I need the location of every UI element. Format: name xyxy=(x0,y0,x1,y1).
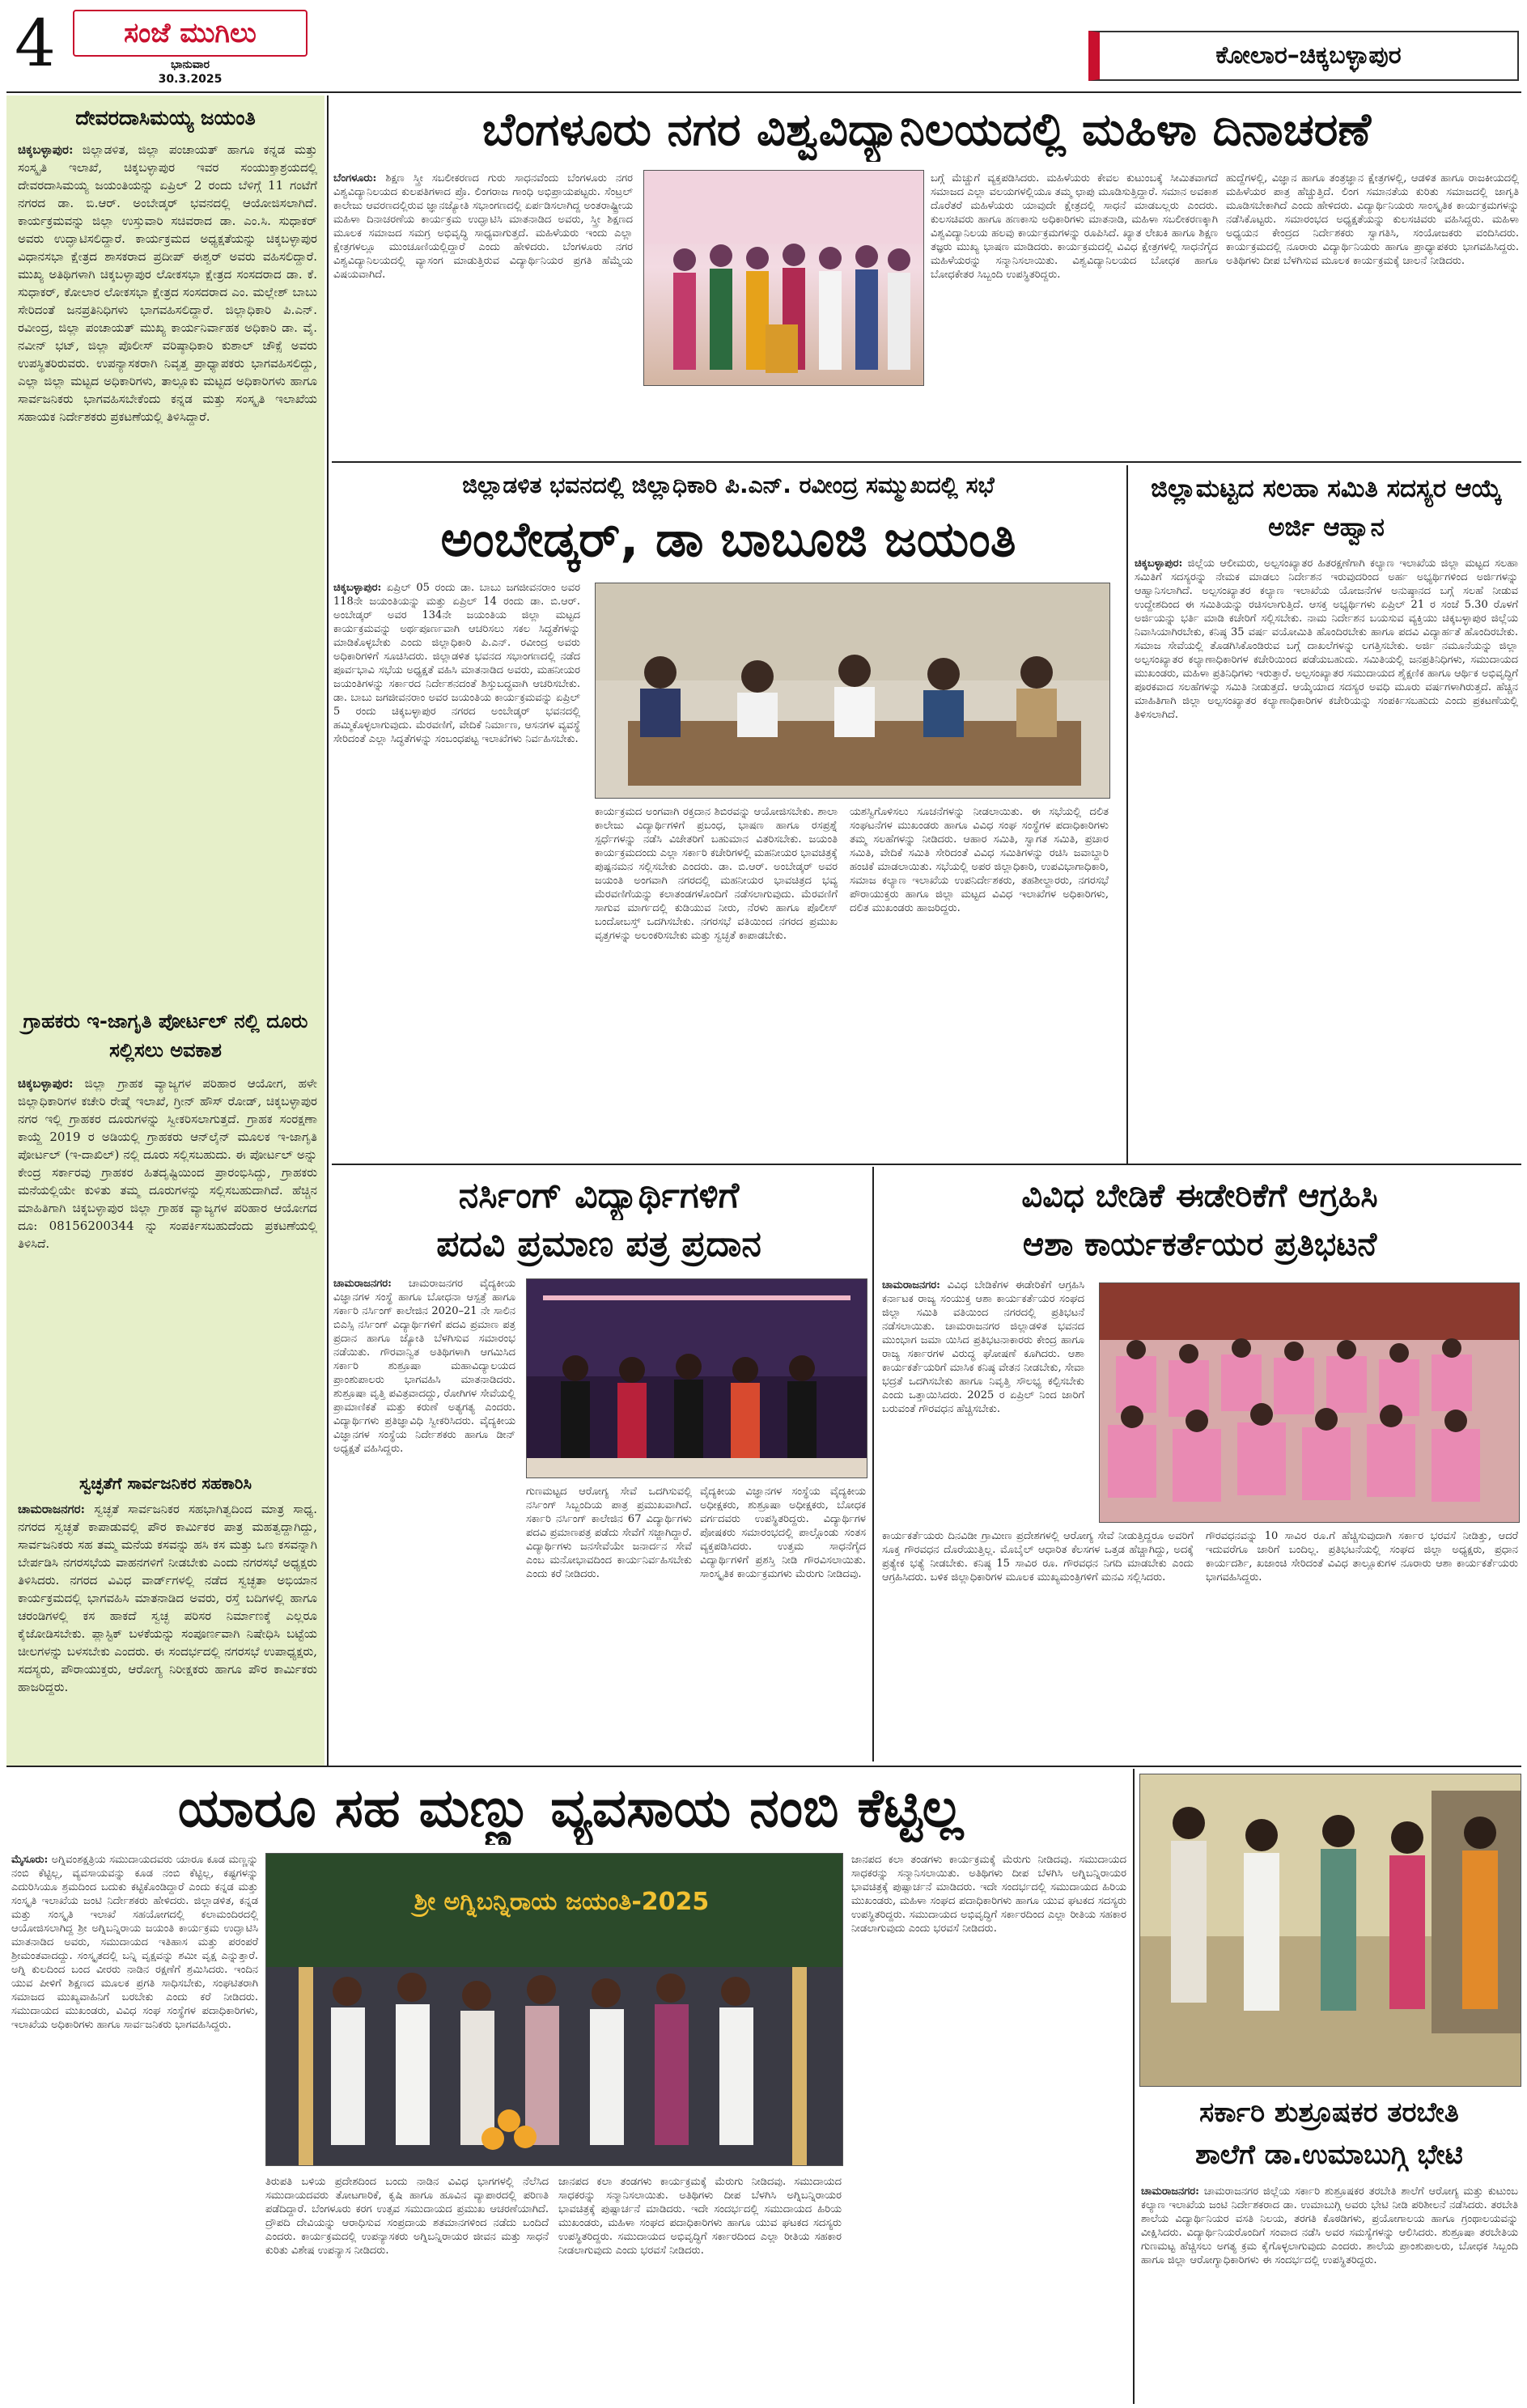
a6-col3: ಜಾನಪದ ಕಲಾ ತಂಡಗಳು ಕಾರ್ಯಕ್ರಮಕ್ಕೆ ಮೆರುಗು ನೀಡಿದವು. ಸಮುದಾಯದ ಸಾಧಕರನ್ನು ಸನ್ಮಾನಿಸಲಾಯಿತು. ಅತಿಥಿಗಳು ದೀಪ ಬೆಳಗಿಸಿ ಅಗ್ನಿಬನ್ನಿರಾಯರ ಭಾವಚಿತ್ರಕ್ಕೆ ಪುಷ್ಪಾರ್ಚನೆ ಮಾಡಿದರು. ಇದೇ ಸಂದರ್ಭದಲ್ಲಿ ಸಮುದಾಯದ ಹಿರಿಯ ಮುಖಂಡರು, ಮಹಿಳಾ ಸಂಘದ ಪದಾಧಿಕಾರಿಗಳು ಹಾಗೂ ಯುವ ಘಟಕದ ಸದಸ್ಯರು ಉಪಸ್ಥಿತರಿದ್ದರು. ಸಮುದಾಯದ ಅಭಿವೃದ್ಧಿಗೆ ಸರ್ಕಾರದಿಂದ ಎಲ್ಲಾ ರೀತಿಯ ಸಹಕಾರ ನೀಡಲಾಗುವುದು ಎಂದು ಭರವಸೆ ನೀಡಿದರು. xyxy=(558,2176,842,2257)
a4-photo-scene xyxy=(527,1279,867,1477)
a6-col2: ತಿರುಪತಿ ಬಳಿಯ ಪ್ರದೇಶದಿಂದ ಬಂದು ನಾಡಿನ ವಿವಿಧ ಭಾಗಗಳಲ್ಲಿ ನೆಲೆಸಿದ ಸಮುದಾಯದವರು ತೋಟಗಾರಿಕೆ, ಕೃಷಿ ಹಾಗೂ ಹೂವಿನ ವ್ಯಾಪಾರದಲ್ಲಿ ಪರಿಣತಿ ಪಡೆದಿದ್ದಾರೆ. ಬೆಂಗಳೂರು ಕರಗ ಉತ್ಸವ ಸಮುದಾಯದ ಪ್ರಮುಖ ಆಚರಣೆಯಾಗಿದೆ. ದ್ರೌಪದಿ ದೇವಿಯನ್ನು ಆರಾಧಿಸುವ ಸಂಪ್ರದಾಯ ಶತಮಾನಗಳಿಂದ ನಡೆದು ಬಂದಿದೆ ಎಂದರು. ಕಾರ್ಯಕ್ರಮದಲ್ಲಿ ಉಪನ್ಯಾಸಕರು ಅಗ್ನಿಬನ್ನಿರಾಯರ ಜೀವನ ಮತ್ತು ಸಾಧನೆ ಕುರಿತು ವಿಶೇಷ ಉಪನ್ಯಾಸ ನೀಡಿದರು. xyxy=(265,2176,549,2257)
paper-logo xyxy=(73,10,308,57)
a6-photo xyxy=(265,1853,843,2166)
a6-col1 xyxy=(11,1853,258,2399)
sidebar-story-3 xyxy=(18,1500,317,1759)
a1-headline: ಬೆಂಗಳೂರು ನಗರ ವಿಶ್ವವಿದ್ಯಾನಿಲಯದಲ್ಲಿ ಮಹಿಳಾ ದಿನಾಚರಣೆ xyxy=(481,104,1372,156)
a1-photo-scene xyxy=(644,171,923,385)
a4-dateline: ಚಾಮರಾಜನಗರ: xyxy=(333,1278,392,1290)
a6-headline: ಯಾರೂ ಸಹ ಮಣ್ಣು ವ್ಯವಸಾಯ ನಂಬಿ ಕೆಟ್ಟಿಲ್ಲ xyxy=(177,1777,964,1839)
a1-col2: ಬಗ್ಗೆ ಮೆಚ್ಚುಗೆ ವ್ಯಕ್ತಪಡಿಸಿದರು. ಮಹಿಳೆಯರು ಕೇವಲ ಕುಟುಂಬಕ್ಕೆ ಸೀಮಿತವಾಗದೆ ಸಮಾಜದ ಎಲ್ಲಾ ವಲಯಗಳಲ್ಲಿಯೂ ತಮ್ಮ ಛಾಪು ಮೂಡಿಸುತ್ತಿದ್ದಾರೆ. ಸಮಾನ ಅವಕಾಶ ದೊರೆತರೆ ಮಹಿಳೆಯರು ಯಾವುದೇ ಕ್ಷೇತ್ರದಲ್ಲಿ ಸಾಧನೆ ಮಾಡಬಲ್ಲರು ಎಂದರು. ಕುಲಸಚಿವರು ಹಾಗೂ ಹಣಕಾಸು ಅಧಿಕಾರಿಗಳು ಮಾತನಾಡಿ, ಮಹಿಳಾ ಸಬಲೀಕರಣಕ್ಕಾಗಿ ವಿಶ್ವವಿದ್ಯಾನಿಲಯ ಹಲವು ಕಾರ್ಯಕ್ರಮಗಳನ್ನು ರೂಪಿಸಿದೆ. ಖ್ಯಾತ ಲೇಖಕಿ ಹಾಗೂ ಶಿಕ್ಷಣ ತಜ್ಞರು ಮುಖ್ಯ ಭಾಷಣ ಮಾಡಿದರು. ಕಾರ್ಯಕ್ರಮದಲ್ಲಿ ವಿವಿಧ ಕ್ಷೇತ್ರಗಳಲ್ಲಿ ಸಾಧನೆಗೈದ ಮಹಿಳೆಯರನ್ನು ಸನ್ಮಾನಿಸಲಾಯಿತು. ವಿಶ್ವವಿದ್ಯಾನಿಲಯದ ಬೋಧಕ ಹಾಗೂ ಬೋಧಕೇತರ ಸಿಬ್ಬಂದಿ ಉಪಸ್ಥಿತರಿದ್ದರು. xyxy=(931,172,1218,281)
a4-headline-line1: ನರ್ಸಿಂಗ್ ವಿದ್ಯಾರ್ಥಿಗಳಿಗೆ xyxy=(458,1175,740,1216)
sidebar-dateline-1: ಚಿಕ್ಕಬಳ್ಳಾಪುರ: xyxy=(18,142,74,157)
a5-photo xyxy=(1099,1282,1520,1523)
a1-col3: ಹುದ್ದೆಗಳಲ್ಲಿ, ವಿಜ್ಞಾನ ಹಾಗೂ ತಂತ್ರಜ್ಞಾನ ಕ್ಷೇತ್ರಗಳಲ್ಲಿ, ಆಡಳಿತ ಹಾಗೂ ರಾಜಕೀಯದಲ್ಲಿ ಮಹಿಳೆಯರ ಪಾತ್ರ ಹೆಚ್ಚುತ್ತಿದೆ. ಲಿಂಗ ಸಮಾನತೆಯ ಕುರಿತು ಸಮಾಜದಲ್ಲಿ ಜಾಗೃತಿ ಮೂಡಿಸಬೇಕಾಗಿದೆ ಎಂದು ಹೇಳಿದರು. ವಿದ್ಯಾರ್ಥಿನಿಯರು ಸಾಂಸ್ಕೃತಿಕ ಕಾರ್ಯಕ್ರಮಗಳನ್ನು ನಡೆಸಿಕೊಟ್ಟರು. ಸಮಾರಂಭದ ಅಧ್ಯಕ್ಷತೆಯನ್ನು ಕುಲಸಚಿವರು ವಹಿಸಿದ್ದರು. ಮಹಿಳಾ ಅಧ್ಯಯನ ಕೇಂದ್ರದ ನಿರ್ದೇಶಕರು ಸ್ವಾಗತಿಸಿ, ಸಂಯೋಜಕರು ವಂದಿಸಿದರು. ಕಾರ್ಯಕ್ರಮದಲ್ಲಿ ನೂರಾರು ವಿದ್ಯಾರ್ಥಿನಿಯರು ಹಾಗೂ ಪ್ರಾಧ್ಯಾಪಕರು ಭಾಗವಹಿಸಿದ್ದರು. ಅತಿಥಿಗಳು ದೀಪ ಬೆಳಗಿಸುವ ಮೂಲಕ ಕಾರ್ಯಕ್ರಮಕ್ಕೆ ಚಾಲನೆ ನೀಡಿದರು. xyxy=(1226,172,1519,267)
sidebar-story-2 xyxy=(18,1075,317,1463)
sidebar-rule xyxy=(327,95,329,1766)
a6-dateline: ಮೈಸೂರು: xyxy=(11,1854,49,1866)
a4-a5-rule xyxy=(872,1167,874,1761)
mid-rule xyxy=(332,1164,1521,1165)
a2-photo-scene xyxy=(596,583,1109,798)
a2-headline: ಅಂಬೇಡ್ಕರ್, ಡಾ ಬಾಬೂಜಿ ಜಯಂತಿ xyxy=(440,511,1016,568)
a4-col2: ಗುಣಮಟ್ಟದ ಆರೋಗ್ಯ ಸೇವೆ ಒದಗಿಸುವಲ್ಲಿ ನರ್ಸಿಂಗ್ ಸಿಬ್ಬಂದಿಯ ಪಾತ್ರ ಪ್ರಮುಖವಾಗಿದೆ. ಸರ್ಕಾರಿ ನರ್ಸಿಂಗ್ ಕಾಲೇಜಿನ 67 ವಿದ್ಯಾರ್ಥಿಗಳು ಪದವಿ ಪ್ರಮಾಣಪತ್ರ ಪಡೆದು ಸೇವೆಗೆ ಸಜ್ಜಾಗಿದ್ದಾರೆ. ವಿದ್ಯಾರ್ಥಿಗಳು ಜನಸೇವೆಯೇ ಜನಾರ್ದನ ಸೇವೆ ಎಂಬ ಮನೋಭಾವದಿಂದ ಕಾರ್ಯನಿರ್ವಹಿಸಬೇಕು ಎಂದು ಕರೆ ನೀಡಿದರು. xyxy=(526,1486,692,1580)
a4-col1 xyxy=(333,1277,515,1746)
a7-photo-scene xyxy=(1140,1774,1521,2086)
a6-body-col4: ಜಾನಪದ ಕಲಾ ತಂಡಗಳು ಕಾರ್ಯಕ್ರಮಕ್ಕೆ ಮೆರುಗು ನೀಡಿದವು. ಸಮುದಾಯದ ಸಾಧಕರನ್ನು ಸನ್ಮಾನಿಸಲಾಯಿತು. ಅತಿಥಿಗಳು ದೀಪ ಬೆಳಗಿಸಿ ಅಗ್ನಿಬನ್ನಿರಾಯರ ಭಾವಚಿತ್ರಕ್ಕೆ ಪುಷ್ಪಾರ್ಚನೆ ಮಾಡಿದರು. ಇದೇ ಸಂದರ್ಭದಲ್ಲಿ ಸಮುದಾಯದ ಹಿರಿಯ ಮುಖಂಡರು, ಮಹಿಳಾ ಸಂಘದ ಪದಾಧಿಕಾರಿಗಳು ಹಾಗೂ ಯುವ ಘಟಕದ ಸದಸ್ಯರು ಉಪಸ್ಥಿತರಿದ್ದರು. ಸಮುದಾಯದ ಅಭಿವೃದ್ಧಿಗೆ ಸರ್ಕಾರದಿಂದ ಎಲ್ಲಾ ರೀತಿಯ ಸಹಕಾರ ನೀಡಲಾಗುವುದು ಎಂದು ಭರವಸೆ ನೀಡಿದರು. xyxy=(851,1854,1126,1935)
a3-dateline: ಚಿಕ್ಕಬಳ್ಳಾಪುರ: xyxy=(1135,557,1183,570)
a3-body: ಜಿಲ್ಲೆಯ ಆಲೀಮರು, ಅಲ್ಪಸಂಖ್ಯಾತರ ಹಿತರಕ್ಷಣೆಗಾಗಿ ಕಲ್ಯಾಣ ಇಲಾಖೆಯ ಜಿಲ್ಲಾ ಮಟ್ಟದ ಸಲಹಾ ಸಮಿತಿಗೆ ಸದಸ್ಯರನ್ನು ನೇಮಕ ಮಾಡಲು ನಿರ್ದೇಶನ ಇರುವುದರಿಂದ ಅರ್ಹ ಅಭ್ಯರ್ಥಿಗಳಿಂದ ಅರ್ಜಿಗಳನ್ನು ಆಹ್ವಾನಿಸಲಾಗಿದೆ. ಅಲ್ಪಸಂಖ್ಯಾತರ ಕಲ್ಯಾಣ ಇಲಾಖೆಯ ಯೋಜನೆಗಳ ಅನುಷ್ಠಾನದ ಬಗ್ಗೆ ಸಲಹೆ ನೀಡುವ ಉದ್ದೇಶದಿಂದ ಈ ಸಮಿತಿಯನ್ನು ರಚಿಸಲಾಗುತ್ತಿದೆ. ಆಸಕ್ತ ಅಭ್ಯರ್ಥಿಗಳು ಏಪ್ರಿಲ್ 21 ರ ಸಂಜೆ 5.30 ರೊಳಗೆ ಅರ್ಜಿಯನ್ನು ಭರ್ತಿ ಮಾಡಿ ಕಚೇರಿಗೆ ಸಲ್ಲಿಸಬೇಕು. ನಾಮ ನಿರ್ದೇಶನ ಬಯಸುವ ವ್ಯಕ್ತಿಯು ಚಿಕ್ಕಬಳ್ಳಾಪುರ ಜಿಲ್ಲೆಯ ನಿವಾಸಿಯಾಗಿರಬೇಕು, ಕನಿಷ್ಠ 35 ವರ್ಷ ವಯೋಮಿತಿ ಹೊಂದಿರಬೇಕು ಹಾಗೂ ಪದವಿ ವಿದ್ಯಾರ್ಹತೆ ಹೊಂದಿರಬೇಕು. ಸಮಾಜ ಸೇವೆಯಲ್ಲಿ ತೊಡಗಿಸಿಕೊಂಡಿರುವ ಬಗ್ಗೆ ದಾಖಲೆಗಳನ್ನು ಲಗತ್ತಿಸಬೇಕು. ಅರ್ಜಿ ನಮೂನೆಯನ್ನು ಜಿಲ್ಲಾ ಅಲ್ಪಸಂಖ್ಯಾತರ ಕಲ್ಯಾಣಾಧಿಕಾರಿಗಳ ಕಚೇರಿಯಿಂದ ಪಡೆಯಬಹುದು. ಸಮಿತಿಯಲ್ಲಿ ಜನಪ್ರತಿನಿಧಿಗಳು, ಸಮುದಾಯದ ಮುಖಂಡರು, ಮಹಿಳಾ ಪ್ರತಿನಿಧಿಗಳು ಇರುತ್ತಾರೆ. ಅಲ್ಪಸಂಖ್ಯಾತರ ಸಮುದಾಯದ ಶೈಕ್ಷಣಿಕ ಹಾಗೂ ಆರ್ಥಿಕ ಅಭಿವೃದ್ಧಿಗೆ ಪೂರಕವಾದ ಸಲಹೆಗಳನ್ನು ಸಮಿತಿ ನೀಡುತ್ತದೆ. ಆಯ್ಕೆಯಾದ ಸದಸ್ಯರ ಅವಧಿ ಮೂರು ವರ್ಷಗಳಾಗಿರುತ್ತದೆ. ಹೆಚ್ಚಿನ ಮಾಹಿತಿಗಾಗಿ ಜಿಲ್ಲಾ ಅಲ್ಪಸಂಖ್ಯಾತರ ಕಲ್ಯಾಣಾಧಿಕಾರಿಗಳ ಕಚೇರಿಯನ್ನು ಸಂಪರ್ಕಿಸಬಹುದು ಎಂದು ಪ್ರಕಟಣೆಯಲ್ಲಿ ತಿಳಿಸಲಾಗಿದೆ. xyxy=(1135,557,1518,721)
a6-banner-text: ಶ್ರೀ ಅಗ್ನಿಬನ್ನಿರಾಯ ಜಯಂತಿ-2025 xyxy=(414,1888,710,1916)
a2-dateline: ಚಿಕ್ಕಬಳ್ಳಾಪುರ: xyxy=(333,582,382,594)
weekday: ಭಾನುವಾರ xyxy=(170,58,210,71)
a7-headline-line1: ಸರ್ಕಾರಿ ಶುಶ್ರೂಷಕರ ತರಬೇತಿ xyxy=(1199,2096,1459,2129)
issue-date: 30.3.2025 xyxy=(158,73,223,86)
a6-a7-rule xyxy=(1133,1769,1135,2404)
a5-col1 xyxy=(882,1278,1084,1521)
a3-headline: ಜಿಲ್ಲಾಮಟ್ಟದ ಸಲಹಾ ಸಮಿತಿ ಸದಸ್ಯರ ಆಯ್ಕೆ ಅರ್ಜಿ ಆಹ್ವಾನ xyxy=(1151,474,1502,542)
a1-bottom-rule xyxy=(332,461,1521,463)
a1-body-col1: ಶಿಕ್ಷಣ ಸ್ತ್ರೀ ಸಬಲೀಕರಣದ ಗುರು ಸಾಧನವೆಂದು ಬೆಂಗಳೂರು ನಗರ ವಿಶ್ವವಿದ್ಯಾನಿಲಯದ ಕುಲಪತಿಗಳಾದ ಪ್ರೊ. ಲಿಂಗರಾಜ ಗಾಂಧಿ ಅಭಿಪ್ರಾಯಪಟ್ಟರು. ಸೆಂಟ್ರಲ್ ಕಾಲೇಜು ಆವರಣದಲ್ಲಿರುವ ಜ್ಞಾನಜ್ಯೋತಿ ಸಭಾಂಗಣದಲ್ಲಿ ಏರ್ಪಡಿಸಲಾಗಿದ್ದ ಅಂತರಾಷ್ಟ್ರೀಯ ಮಹಿಳಾ ದಿನಾಚರಣೆಯ ಕಾರ್ಯಕ್ರಮ ಉದ್ಘಾಟಿಸಿ ಮಾತನಾಡಿದ ಅವರು, ಸ್ತ್ರೀ ಶಿಕ್ಷಣದ ಮೂಲಕ ಸಮಾಜದ ಸಮಗ್ರ ಅಭಿವೃದ್ಧಿ ಸಾಧ್ಯವಾಗುತ್ತದೆ. ಮಹಿಳೆಯರು ಇಂದು ಎಲ್ಲಾ ಕ್ಷೇತ್ರಗಳಲ್ಲೂ ಮುಂಚೂಣಿಯಲ್ಲಿದ್ದಾರೆ ಎಂದು ಹೇಳಿದರು. ಬೆಂಗಳೂರು ನಗರ ವಿಶ್ವವಿದ್ಯಾನಿಲಯದಲ್ಲಿ ವ್ಯಾಸಂಗ ಮಾಡುತ್ತಿರುವ ವಿದ್ಯಾರ್ಥಿನಿಯರ ಪ್ರಗತಿ ಹೆಮ್ಮೆಯ ವಿಷಯವಾಗಿದೆ. xyxy=(333,172,633,281)
a4-col3: ವೈದ್ಯಕೀಯ ವಿಜ್ಞಾನಗಳ ಸಂಸ್ಥೆಯ ವೈದ್ಯಕೀಯ ಅಧೀಕ್ಷಕರು, ಶುಶ್ರೂಷಾ ಅಧೀಕ್ಷಕರು, ಬೋಧಕ ವರ್ಗದವರು ಉಪಸ್ಥಿತರಿದ್ದರು. ವಿದ್ಯಾರ್ಥಿಗಳ ಪೋಷಕರು ಸಮಾರಂಭದಲ್ಲಿ ಪಾಲ್ಗೊಂಡು ಸಂತಸ ವ್ಯಕ್ತಪಡಿಸಿದರು. ಉತ್ತಮ ಸಾಧನೆಗೈದ ವಿದ್ಯಾರ್ಥಿಗಳಿಗೆ ಪ್ರಶಸ್ತಿ ನೀಡಿ ಗೌರವಿಸಲಾಯಿತು. ಸಾಂಸ್ಕೃತಿಕ ಕಾರ್ಯಕ್ರಮಗಳು ಮೆರುಗು ನೀಡಿದವು. xyxy=(700,1486,866,1580)
a4-headline-line2: ಪದವಿ ಪ್ರಮಾಣ ಪತ್ರ ಪ್ರದಾನ xyxy=(436,1223,761,1265)
sidebar-headline-1: ದೇವರದಾಸಿಮಯ್ಯ ಜಯಂತಿ xyxy=(75,106,256,129)
a2-photo xyxy=(595,583,1110,799)
a1-dateline: ಬೆಂಗಳೂರು: xyxy=(333,172,377,184)
sidebar-story-1 xyxy=(18,141,317,998)
masthead-rule xyxy=(6,91,1521,93)
a7-photo xyxy=(1139,1774,1521,2087)
a7-story xyxy=(1141,2185,1518,2399)
sidebar-body-3: ಸ್ವಚ್ಛತೆ ಸಾರ್ವಜನಿಕರ ಸಹಭಾಗಿತ್ವದಿಂದ ಮಾತ್ರ ಸಾಧ್ಯ. ನಗರದ ಸ್ವಚ್ಛತೆ ಕಾಪಾಡುವಲ್ಲಿ ಪೌರ ಕಾರ್ಮಿಕರ ಪಾತ್ರ ಮಹತ್ವದ್ದಾಗಿದ್ದು, ಸಾರ್ವಜನಿಕರು ಸಹ ತಮ್ಮ ಮನೆಯ ಕಸವನ್ನು ಹಸಿ ಕಸ ಮತ್ತು ಒಣ ಕಸವನ್ನಾಗಿ ಬೇರ್ಪಡಿಸಿ ನಗರಸಭೆಯ ವಾಹನಗಳಿಗೆ ನೀಡಬೇಕು ಎಂದು ನಗರಸಭೆ ಅಧ್ಯಕ್ಷರು ತಿಳಿಸಿದರು. ನಗರದ ವಿವಿಧ ವಾರ್ಡ್‌ಗಳಲ್ಲಿ ನಡೆದ ಸ್ವಚ್ಛತಾ ಅಭಿಯಾನ ಕಾರ್ಯಕ್ರಮದಲ್ಲಿ ಭಾಗವಹಿಸಿ ಮಾತನಾಡಿದ ಅವರು, ರಸ್ತೆ ಬದಿಗಳಲ್ಲಿ ಹಾಗೂ ಚರಂಡಿಗಳಲ್ಲಿ ಕಸ ಹಾಕದೆ ಸ್ವಚ್ಛ ಪರಿಸರ ನಿರ್ಮಾಣಕ್ಕೆ ಎಲ್ಲರೂ ಕೈಜೋಡಿಸಬೇಕು. ಪ್ಲಾಸ್ಟಿಕ್ ಬಳಕೆಯನ್ನು ಸಂಪೂರ್ಣವಾಗಿ ನಿಷೇಧಿಸಿ ಬಟ್ಟೆಯ ಚೀಲಗಳನ್ನು ಬಳಸಬೇಕು ಎಂದರು. ಈ ಸಂದರ್ಭದಲ್ಲಿ ನಗರಸಭೆ ಉಪಾಧ್ಯಕ್ಷರು, ಸದಸ್ಯರು, ಪೌರಾಯುಕ್ತರು, ಆರೋಗ್ಯ ನಿರೀಕ್ಷಕರು ಹಾಗೂ ಪೌರ ಕಾರ್ಮಿಕರು ಹಾಜರಿದ್ದರು. xyxy=(18,1502,317,1694)
a6-col4 xyxy=(851,1853,1126,2399)
left-sidebar xyxy=(6,95,324,1766)
a5-body-col1: ವಿವಿಧ ಬೇಡಿಕೆಗಳ ಈಡೇರಿಕೆಗೆ ಆಗ್ರಹಿಸಿ ಕರ್ನಾಟಕ ರಾಜ್ಯ ಸಂಯುಕ್ತ ಆಶಾ ಕಾರ್ಯಕರ್ತೆಯರ ಸಂಘದ ಜಿಲ್ಲಾ ಸಮಿತಿ ವತಿಯಿಂದ ನಗರದಲ್ಲಿ ಪ್ರತಿಭಟನೆ ನಡೆಸಲಾಯಿತು. ಚಾಮರಾಜನಗರ ಜಿಲ್ಲಾಡಳಿತ ಭವನದ ಮುಂಭಾಗ ಜಮಾ ಯಿಸಿದ ಪ್ರತಿಭಟನಾಕಾರರು ಕೇಂದ್ರ ಹಾಗೂ ರಾಜ್ಯ ಸರ್ಕಾರಗಳ ವಿರುದ್ಧ ಘೋಷಣೆ ಕೂಗಿದರು. ಆಶಾ ಕಾರ್ಯಕರ್ತೆಯರಿಗೆ ಮಾಸಿಕ ಕನಿಷ್ಠ ವೇತನ ನೀಡಬೇಕು, ಸೇವಾ ಭದ್ರತೆ ಒದಗಿಸಬೇಕು ಹಾಗೂ ನಿವೃತ್ತಿ ಸೌಲಭ್ಯ ಕಲ್ಪಿಸಬೇಕು ಎಂದು ಒತ್ತಾಯಿಸಿದರು. 2025 ರ ಏಪ್ರಿಲ್ ನಿಂದ ಜಾರಿಗೆ ಬರುವಂತೆ ಗೌರವಧನ ಹೆಚ್ಚಿಸಬೇಕು. xyxy=(882,1279,1084,1415)
a3-story xyxy=(1135,557,1518,1159)
sidebar-dateline-2: ಚಿಕ್ಕಬಳ್ಳಾಪುರ: xyxy=(18,1076,74,1091)
a2-kicker: ಜಿಲ್ಲಾಡಳಿತ ಭವನದಲ್ಲಿ ಜಿಲ್ಲಾಧಿಕಾರಿ ಪಿ.ಎನ್. ರವೀಂದ್ರ ಸಮ್ಮುಖದಲ್ಲಿ ಸಭೆ xyxy=(462,472,995,498)
section-label: ಕೋಲಾರ–ಚಿಕ್ಕಬಳ್ಳಾಪುರ xyxy=(1215,41,1402,70)
a5-headline-line2: ಆಶಾ ಕಾರ್ಯಕರ್ತೆಯರ ಪ್ರತಿಭಟನೆ xyxy=(1022,1226,1377,1263)
section-label-box xyxy=(1088,31,1519,81)
sidebar-headline-2: ಗ್ರಾಹಕರು ಇ-ಜಾಗೃತಿ ಪೋರ್ಟಲ್ ನಲ್ಲಿ ದೂರು ಸಲ್ಲಿಸಲು ಅವಕಾಶ xyxy=(23,1010,308,1062)
a5-col2: ಕಾರ್ಯಕರ್ತೆಯರು ದಿನವಿಡೀ ಗ್ರಾಮೀಣ ಪ್ರದೇಶಗಳಲ್ಲಿ ಆರೋಗ್ಯ ಸೇವೆ ನೀಡುತ್ತಿದ್ದರೂ ಅವರಿಗೆ ಸೂಕ್ತ ಗೌರವಧನ ದೊರೆಯುತ್ತಿಲ್ಲ. ಮೊಬೈಲ್ ಆಧಾರಿತ ಕೆಲಸಗಳ ಒತ್ತಡ ಹೆಚ್ಚಾಗಿದ್ದು, ಅದಕ್ಕೆ ಪ್ರತ್ಯೇಕ ಭತ್ಯೆ ನೀಡಬೇಕು. ಕನಿಷ್ಠ 15 ಸಾವಿರ ರೂ. ಗೌರವಧನ ನಿಗದಿ ಮಾಡಬೇಕು ಎಂದು ಆಗ್ರಹಿಸಿದರು. ಬಳಿಕ ಜಿಲ್ಲಾಧಿಕಾರಿಗಳ ಮೂಲಕ ಮುಖ್ಯಮಂತ್ರಿಗಳಿಗೆ ಮನವಿ ಸಲ್ಲಿಸಿದರು. xyxy=(882,1530,1194,1583)
sidebar-body-1: ಜಿಲ್ಲಾಡಳಿತ, ಜಿಲ್ಲಾ ಪಂಚಾಯತ್ ಹಾಗೂ ಕನ್ನಡ ಮತ್ತು ಸಂಸ್ಕೃತಿ ಇಲಾಖೆ, ಚಿಕ್ಕಬಳ್ಳಾಪುರ ಇವರ ಸಂಯುಕ್ತಾಶ್ರಯದಲ್ಲಿ ದೇವರದಾಸಿಮಯ್ಯ ಜಯಂತಿಯನ್ನು ಏಪ್ರಿಲ್ 2 ರಂದು ಬೆಳಿಗ್ಗೆ 11 ಗಂಟೆಗೆ ನಗರದ ಡಾ. ಬಿ.ಆರ್. ಅಂಬೇಡ್ಕರ್ ಭವನದಲ್ಲಿ ಆಯೋಜಿಸಲಾಗಿದೆ. ಕಾರ್ಯಕ್ರಮವನ್ನು ಜಿಲ್ಲಾ ಉಸ್ತುವಾರಿ ಸಚಿವರಾದ ಡಾ. ಎಂ.ಸಿ. ಸುಧಾಕರ್ ಅವರು ಉದ್ಘಾಟಿಸಲಿದ್ದಾರೆ. ಕಾರ್ಯಕ್ರಮದ ಅಧ್ಯಕ್ಷತೆಯನ್ನು ಚಿಕ್ಕಬಳ್ಳಾಪುರ ವಿಧಾನಸಭಾ ಕ್ಷೇತ್ರದ ಶಾಸಕರಾದ ಪ್ರದೀಪ್ ಈಶ್ವರ್ ಅವರು ವಹಿಸಲಿದ್ದಾರೆ. ಮುಖ್ಯ ಅತಿಥಿಗಳಾಗಿ ಚಿಕ್ಕಬಳ್ಳಾಪುರ ಲೋಕಸಭಾ ಕ್ಷೇತ್ರದ ಸಂಸದರಾದ ಡಾ. ಕೆ. ಸುಧಾಕರ್, ಕೋಲಾರ ಲೋಕಸಭಾ ಕ್ಷೇತ್ರದ ಸಂಸದರಾದ ಎಂ. ಮಲ್ಲೇಶ್ ಬಾಬು ಸೇರಿದಂತೆ ಜನಪ್ರತಿನಿಧಿಗಳು ಭಾಗವಹಿಸಲಿದ್ದಾರೆ. ಜಿಲ್ಲಾಧಿಕಾರಿ ಪಿ.ಎನ್. ರವೀಂದ್ರ, ಜಿಲ್ಲಾ ಪಂಚಾಯತ್ ಮುಖ್ಯ ಕಾರ್ಯನಿರ್ವಾಹಕ ಅಧಿಕಾರಿ ಡಾ. ವೈ. ನವೀನ್ ಭಟ್, ಜಿಲ್ಲಾ ಪೊಲೀಸ್ ವರಿಷ್ಠಾಧಿಕಾರಿ ಕುಶಾಲ್ ಚೌಕ್ಸೆ ಅವರು ಉಪಸ್ಥಿತರಿರುವರು. ಉಪನ್ಯಾಸಕರಾಗಿ ನಿವೃತ್ತ ಪ್ರಾಧ್ಯಾಪಕರು ಭಾಗವಹಿಸಲಿದ್ದು, ಎಲ್ಲಾ ಜಿಲ್ಲಾ ಮಟ್ಟದ ಅಧಿಕಾರಿಗಳು, ತಾಲ್ಲೂಕು ಮಟ್ಟದ ಅಧಿಕಾರಿಗಳು ಹಾಗೂ ಸಾರ್ವಜನಿಕರು ಭಾಗವಹಿಸಬೇಕೆಂದು ಕನ್ನಡ ಮತ್ತು ಸಂಸ್ಕೃತಿ ಇಲಾಖೆಯ ಸಹಾಯಕ ನಿರ್ದೇಶಕರು ಪ್ರಕಟಣೆಯಲ್ಲಿ ತಿಳಿಸಿದ್ದಾರೆ. xyxy=(18,142,317,424)
masthead xyxy=(0,0,1527,93)
a7-body: ಚಾಮರಾಜನಗರ ಜಿಲ್ಲೆಯ ಸರ್ಕಾರಿ ಶುಶ್ರೂಷಕರ ತರಬೇತಿ ಶಾಲೆಗೆ ಆರೋಗ್ಯ ಮತ್ತು ಕುಟುಂಬ ಕಲ್ಯಾಣ ಇಲಾಖೆಯ ಜಂಟಿ ನಿರ್ದೇಶಕರಾದ ಡಾ. ಉಮಾಬುಗ್ಗಿ ಅವರು ಭೇಟಿ ನೀಡಿ ಪರಿಶೀಲನೆ ನಡೆಸಿದರು. ತರಬೇತಿ ಶಾಲೆಯ ವಿದ್ಯಾರ್ಥಿನಿಯರ ವಸತಿ ನಿಲಯ, ತರಗತಿ ಕೊಠಡಿಗಳು, ಪ್ರಯೋಗಾಲಯ ಹಾಗೂ ಗ್ರಂಥಾಲಯವನ್ನು ವೀಕ್ಷಿಸಿದರು. ವಿದ್ಯಾರ್ಥಿನಿಯರೊಂದಿಗೆ ಸಂವಾದ ನಡೆಸಿ ಅವರ ಸಮಸ್ಯೆಗಳನ್ನು ಆಲಿಸಿದರು. ಶುಶ್ರೂಷಾ ತರಬೇತಿಯ ಗುಣಮಟ್ಟ ಹೆಚ್ಚಿಸಲು ಅಗತ್ಯ ಕ್ರಮ ಕೈಗೊಳ್ಳಲಾಗುವುದು ಎಂದರು. ಶಾಲೆಯ ಪ್ರಾಂಶುಪಾಲರು, ಬೋಧಕ ಸಿಬ್ಬಂದಿ ಹಾಗೂ ಜಿಲ್ಲಾ ಆರೋಗ್ಯಾಧಿಕಾರಿಗಳು ಈ ಸಂದರ್ಭದಲ್ಲಿ ಉಪಸ್ಥಿತರಿದ್ದರು. xyxy=(1141,2185,1518,2266)
a2-body-col1: ಏಪ್ರಿಲ್ 05 ರಂದು ಡಾ. ಬಾಬು ಜಗಜೀವನರಾಂ ಅವರ 118ನೇ ಜಯಂತಿಯನ್ನು ಮತ್ತು ಏಪ್ರಿಲ್ 14 ರಂದು ಡಾ. ಬಿ.ಆರ್. ಅಂಬೇಡ್ಕರ್ ಅವರ 134ನೇ ಜಯಂತಿಯ ಜಿಲ್ಲಾ ಮಟ್ಟದ ಕಾರ್ಯಕ್ರಮವನ್ನು ಅರ್ಥಪೂರ್ಣವಾಗಿ ಆಚರಿಸಲು ಸಕಲ ಸಿದ್ಧತೆಗಳನ್ನು ಮಾಡಿಕೊಳ್ಳಬೇಕು ಎಂದು ಜಿಲ್ಲಾಧಿಕಾರಿ ಪಿ.ಎನ್. ರವೀಂದ್ರ ಅವರು ಅಧಿಕಾರಿಗಳಿಗೆ ಸೂಚಿಸಿದರು. ಜಿಲ್ಲಾಡಳಿತ ಭವನದ ಸಭಾಂಗಣದಲ್ಲಿ ನಡೆದ ಪೂರ್ವಭಾವಿ ಸಭೆಯ ಅಧ್ಯಕ್ಷತೆ ವಹಿಸಿ ಮಾತನಾಡಿದ ಅವರು, ಮಹನೀಯರ ಜಯಂತಿಗಳನ್ನು ಸರ್ಕಾರದ ನಿರ್ದೇಶನದಂತೆ ಶಿಸ್ತುಬದ್ಧವಾಗಿ ಆಚರಿಸಬೇಕು. ಡಾ. ಬಾಬು ಜಗಜೀವನರಾಂ ಅವರ ಜಯಂತಿಯ ಕಾರ್ಯಕ್ರಮವನ್ನು ಏಪ್ರಿಲ್ 5 ರಂದು ಚಿಕ್ಕಬಳ್ಳಾಪುರ ನಗರದ ಅಂಬೇಡ್ಕರ್ ಭವನದಲ್ಲಿ ಹಮ್ಮಿಕೊಳ್ಳಲಾಗುವುದು. ಮೆರವಣಿಗೆ, ವೇದಿಕೆ ನಿರ್ಮಾಣ, ಆಸನಗಳ ವ್ಯವಸ್ಥೆ ಸೇರಿದಂತೆ ಎಲ್ಲಾ ಸಿದ್ಧತೆಗಳನ್ನು ಸಂಬಂಧಪಟ್ಟ ಇಲಾಖೆಗಳು ನಿರ್ವಹಿಸಬೇಕು. xyxy=(333,582,580,745)
a2-a3-rule xyxy=(1126,465,1128,1165)
a2-col1 xyxy=(333,581,580,1159)
a2-col2: ಕಾರ್ಯಕ್ರಮದ ಅಂಗವಾಗಿ ರಕ್ತದಾನ ಶಿಬಿರವನ್ನು ಆಯೋಜಿಸಬೇಕು. ಶಾಲಾ ಕಾಲೇಜು ವಿದ್ಯಾರ್ಥಿಗಳಿಗೆ ಪ್ರಬಂಧ, ಭಾಷಣ ಹಾಗೂ ರಸಪ್ರಶ್ನೆ ಸ್ಪರ್ಧೆಗಳನ್ನು ನಡೆಸಿ ವಿಜೇತರಿಗೆ ಬಹುಮಾನ ವಿತರಿಸಬೇಕು. ಜಯಂತಿ ಕಾರ್ಯಕ್ರಮದಂದು ಎಲ್ಲಾ ಸರ್ಕಾರಿ ಕಚೇರಿಗಳಲ್ಲಿ ಮಹನೀಯರ ಭಾವಚಿತ್ರಕ್ಕೆ ಪುಷ್ಪನಮನ ಸಲ್ಲಿಸಬೇಕು ಎಂದರು. ಡಾ. ಬಿ.ಆರ್. ಅಂಬೇಡ್ಕರ್ ಅವರ ಜಯಂತಿ ಅಂಗವಾಗಿ ನಗರದಲ್ಲಿ ಮಹನೀಯರ ಭಾವಚಿತ್ರದ ಭವ್ಯ ಮೆರವಣಿಗೆಯನ್ನು ಕಲಾತಂಡಗಳೊಂದಿಗೆ ನಡೆಸಲಾಗುವುದು. ಮೆರವಣಿಗೆ ಸಾಗುವ ಮಾರ್ಗದಲ್ಲಿ ಕುಡಿಯುವ ನೀರು, ನೆರಳು ಹಾಗೂ ಪೊಲೀಸ್ ಬಂದೋಬಸ್ತ್ ಒದಗಿಸಬೇಕು. ನಗರಸಭೆ ವತಿಯಿಂದ ನಗರದ ಪ್ರಮುಖ ವೃತ್ತಗಳನ್ನು ಅಲಂಕರಿಸಬೇಕು ಮತ್ತು ಸ್ವಚ್ಛತೆ ಕಾಪಾಡಬೇಕು. xyxy=(595,806,838,942)
paper-name: ಸಂಜೆ ಮುಗಿಲು xyxy=(124,17,257,49)
a2-col3: ಯಶಸ್ವಿಗೊಳಿಸಲು ಸೂಚನೆಗಳನ್ನು ನೀಡಲಾಯಿತು. ಈ ಸಭೆಯಲ್ಲಿ ದಲಿತ ಸಂಘಟನೆಗಳ ಮುಖಂಡರು ಹಾಗೂ ವಿವಿಧ ಸಂಘ ಸಂಸ್ಥೆಗಳ ಪದಾಧಿಕಾರಿಗಳು ತಮ್ಮ ಸಲಹೆಗಳನ್ನು ನೀಡಿದರು. ಆಹಾರ ಸಮಿತಿ, ಸ್ವಾಗತ ಸಮಿತಿ, ಪ್ರಚಾರ ಸಮಿತಿ, ವೇದಿಕೆ ಸಮಿತಿ ಸೇರಿದಂತೆ ವಿವಿಧ ಸಮಿತಿಗಳನ್ನು ರಚಿಸಿ ಜವಾಬ್ದಾರಿ ಹಂಚಿಕೆ ಮಾಡಲಾಯಿತು. ಸಭೆಯಲ್ಲಿ ಅಪರ ಜಿಲ್ಲಾಧಿಕಾರಿ, ಉಪವಿಭಾಗಾಧಿಕಾರಿ, ಸಮಾಜ ಕಲ್ಯಾಣ ಇಲಾಖೆಯ ಉಪನಿರ್ದೇಶಕರು, ತಹಶೀಲ್ದಾರರು, ನಗರಸಭೆ ಪೌರಾಯುಕ್ತರು ಹಾಗೂ ಜಿಲ್ಲಾ ಮಟ್ಟದ ವಿವಿಧ ಇಲಾಖೆಗಳ ಅಧಿಕಾರಿಗಳು, ದಲಿತ ಮುಖಂಡರು ಹಾಜರಿದ್ದರು. xyxy=(850,806,1109,914)
a1-photo xyxy=(643,170,924,386)
a4-body-col1: ಚಾಮರಾಜನಗರ ವೈದ್ಯಕೀಯ ವಿಜ್ಞಾನಗಳ ಸಂಸ್ಥೆ ಹಾಗೂ ಬೋಧನಾ ಆಸ್ಪತ್ರೆ ಹಾಗೂ ಸರ್ಕಾರಿ ನರ್ಸಿಂಗ್ ಕಾಲೇಜಿನ 2020–21 ನೇ ಸಾಲಿನ ಬಿಎಸ್ಸಿ ನರ್ಸಿಂಗ್ ವಿದ್ಯಾರ್ಥಿಗಳಿಗೆ ಪದವಿ ಪ್ರಮಾಣ ಪತ್ರ ಪ್ರದಾನ ಹಾಗೂ ಜ್ಯೋತಿ ಬೆಳಗಿಸುವ ಸಮಾರಂಭ ನಡೆಯಿತು. ಗೌರವಾನ್ವಿತ ಅತಿಥಿಗಳಾಗಿ ಆಗಮಿಸಿದ ಸರ್ಕಾರಿ ಶುಶ್ರೂಷಾ ಮಹಾವಿದ್ಯಾಲಯದ ಪ್ರಾಂಶುಪಾಲರು ಭಾಗವಹಿಸಿ ಮಾತನಾಡಿದರು. ಶುಶ್ರೂಷಾ ವೃತ್ತಿ ಪವಿತ್ರವಾದದ್ದು, ರೋಗಿಗಳ ಸೇವೆಯಲ್ಲಿ ಪ್ರಾಮಾಣಿಕತೆ ಮತ್ತು ಕರುಣೆ ಅತ್ಯಗತ್ಯ ಎಂದರು. ವಿದ್ಯಾರ್ಥಿಗಳು ಪ್ರತಿಜ್ಞಾವಿಧಿ ಸ್ವೀಕರಿಸಿದರು. ವೈದ್ಯಕೀಯ ವಿಜ್ಞಾನಗಳ ಸಂಸ್ಥೆಯ ನಿರ್ದೇಶಕರು ಹಾಗೂ ಡೀನ್ ಅಧ್ಯಕ್ಷತೆ ವಹಿಸಿದ್ದರು. xyxy=(333,1278,515,1455)
a5-dateline: ಚಾಮರಾಜನಗರ: xyxy=(882,1279,940,1291)
sidebar-dateline-3: ಚಾಮರಾಜನಗರ: xyxy=(18,1502,86,1516)
a7-headline-line2: ಶಾಲೆಗೆ ಡಾ.ಉಮಾಬುಗ್ಗಿ ಭೇಟಿ xyxy=(1195,2139,1463,2171)
page-number: 4 xyxy=(15,6,56,81)
lower-rule xyxy=(6,1766,1521,1767)
a5-col3: ಗೌರವಧನವನ್ನು 10 ಸಾವಿರ ರೂ.ಗೆ ಹೆಚ್ಚಿಸುವುದಾಗಿ ಸರ್ಕಾರ ಭರವಸೆ ನೀಡಿತ್ತು, ಆದರೆ ಇದುವರೆಗೂ ಜಾರಿಗೆ ಬಂದಿಲ್ಲ. ಪ್ರತಿಭಟನೆಯಲ್ಲಿ ಸಂಘದ ಜಿಲ್ಲಾ ಅಧ್ಯಕ್ಷರು, ಪ್ರಧಾನ ಕಾರ್ಯದರ್ಶಿ, ಖಜಾಂಚಿ ಸೇರಿದಂತೆ ವಿವಿಧ ತಾಲ್ಲೂಕುಗಳ ನೂರಾರು ಆಶಾ ಕಾರ್ಯಕರ್ತೆಯರು ಭಾಗವಹಿಸಿದ್ದರು. xyxy=(1206,1530,1518,1583)
a5-photo-scene xyxy=(1100,1283,1519,1522)
a1-col1 xyxy=(333,172,633,459)
a5-headline-line1: ವಿವಿಧ ಬೇಡಿಕೆ ಈಡೇರಿಕೆಗೆ ಆಗ್ರಹಿಸಿ xyxy=(1021,1177,1378,1215)
sidebar-headline-3: ಸ್ವಚ್ಛತೆಗೆ ಸಾರ್ವಜನಿಕರ ಸಹಕಾರಿಸಿ xyxy=(78,1473,252,1493)
a7-dateline: ಚಾಮರಾಜನಗರ: xyxy=(1141,2185,1199,2198)
sidebar-body-2: ಜಿಲ್ಲಾ ಗ್ರಾಹಕ ವ್ಯಾಜ್ಯಗಳ ಪರಿಹಾರ ಆಯೋಗ, ಹಳೇ ಜಿಲ್ಲಾಧಿಕಾರಿಗಳ ಕಚೇರಿ ರೇಷ್ಮೆ ಇಲಾಖೆ, ಗ್ರೀನ್ ಹೌಸ್ ರೋಡ್, ಚಿಕ್ಕಬಳ್ಳಾಪುರ ನಗರ ಇಲ್ಲಿ ಗ್ರಾಹಕರ ದೂರುಗಳನ್ನು ಸ್ವೀಕರಿಸಲಾಗುತ್ತದೆ. ಗ್ರಾಹಕ ಸಂರಕ್ಷಣಾ ಕಾಯ್ದೆ 2019 ರ ಅಡಿಯಲ್ಲಿ ಗ್ರಾಹಕರು ಆನ್‌ಲೈನ್ ಮೂಲಕ ಇ-ಜಾಗೃತಿ ಪೋರ್ಟಲ್ (ಇ-ದಾಖಿಲ್) ನಲ್ಲಿ ದೂರು ಸಲ್ಲಿಸಬಹುದು. ಈ ಪೋರ್ಟಲ್ ಅನ್ನು ಕೇಂದ್ರ ಸರ್ಕಾರವು ಗ್ರಾಹಕರ ಹಿತದೃಷ್ಟಿಯಿಂದ ಪ್ರಾರಂಭಿಸಿದ್ದು, ಗ್ರಾಹಕರು ಮನೆಯಲ್ಲಿಯೇ ಕುಳಿತು ತಮ್ಮ ದೂರುಗಳನ್ನು ಸಲ್ಲಿಸಬಹುದಾಗಿದೆ. ಹೆಚ್ಚಿನ ಮಾಹಿತಿಗಾಗಿ ಚಿಕ್ಕಬಳ್ಳಾಪುರ ಜಿಲ್ಲಾ ಗ್ರಾಹಕ ವ್ಯಾಜ್ಯಗಳ ಪರಿಹಾರ ಆಯೋಗದ ದೂ: 08156200344 ನ್ನು ಸಂಪರ್ಕಿಸಬಹುದೆಂದು ಪ್ರಕಟಣೆಯಲ್ಲಿ ತಿಳಿಸಿದೆ. xyxy=(18,1076,317,1251)
a4-photo xyxy=(526,1278,867,1478)
a6-body-col1: ಅಗ್ನಿವಂಶಕ್ಷತ್ರಿಯ ಸಮುದಾಯದವರು ಯಾರೂ ಕೂಡ ಮಣ್ಣನ್ನು ನಂಬಿ ಕೆಟ್ಟಿಲ್ಲ, ವ್ಯವಸಾಯವನ್ನು ಕೂಡ ನಂಬಿ ಕೆಟ್ಟಿಲ್ಲ, ಕಷ್ಟಗಳನ್ನು ಎದುರಿಸಿಯೂ ಶ್ರಮದಿಂದ ಬದುಕು ಕಟ್ಟಿಕೊಂಡಿದ್ದಾರೆ ಎಂದು ಕನ್ನಡ ಮತ್ತು ಸಂಸ್ಕೃತಿ ಇಲಾಖೆಯ ಜಂಟಿ ನಿರ್ದೇಶಕರು ಹೇಳಿದರು. ಜಿಲ್ಲಾಡಳಿತ, ಕನ್ನಡ ಮತ್ತು ಸಂಸ್ಕೃತಿ ಇಲಾಖೆ ಸಹಯೋಗದಲ್ಲಿ ಕಲಾಮಂದಿರದಲ್ಲಿ ಆಯೋಜಿಸಲಾಗಿದ್ದ ಶ್ರೀ ಅಗ್ನಿಬನ್ನಿರಾಯ ಜಯಂತಿ ಕಾರ್ಯಕ್ರಮ ಉದ್ಘಾಟಿಸಿ ಮಾತನಾಡಿದ ಅವರು, ಸಮುದಾಯದ ಇತಿಹಾಸ ಮತ್ತು ಪರಂಪರೆ ಶ್ರೀಮಂತವಾದದ್ದು. ಸಂಸ್ಕೃತದಲ್ಲಿ ಬನ್ನಿ ವೃಕ್ಷವನ್ನು ಶಮೀ ವೃಕ್ಷ ಎನ್ನುತ್ತಾರೆ. ಅಗ್ನಿ ಕುಲದಿಂದ ಬಂದ ವೀರರು ನಾಡಿನ ರಕ್ಷಣೆಗೆ ಶ್ರಮಿಸಿದರು. ಇಂದಿನ ಯುವ ಪೀಳಿಗೆ ಶಿಕ್ಷಣದ ಮೂಲಕ ಪ್ರಗತಿ ಸಾಧಿಸಬೇಕು, ಸಂಘಟಿತರಾಗಿ ಸಮಾಜದ ಮುಖ್ಯವಾಹಿನಿಗೆ ಬರಬೇಕು ಎಂದು ಕರೆ ನೀಡಿದರು. ಸಮುದಾಯದ ಮುಖಂಡರು, ವಿವಿಧ ಸಂಘ ಸಂಸ್ಥೆಗಳ ಪದಾಧಿಕಾರಿಗಳು, ಇಲಾಖೆಯ ಅಧಿಕಾರಿಗಳು ಹಾಗೂ ಸಾರ್ವಜನಿಕರು ಭಾಗವಹಿಸಿದ್ದರು. xyxy=(11,1854,258,2031)
